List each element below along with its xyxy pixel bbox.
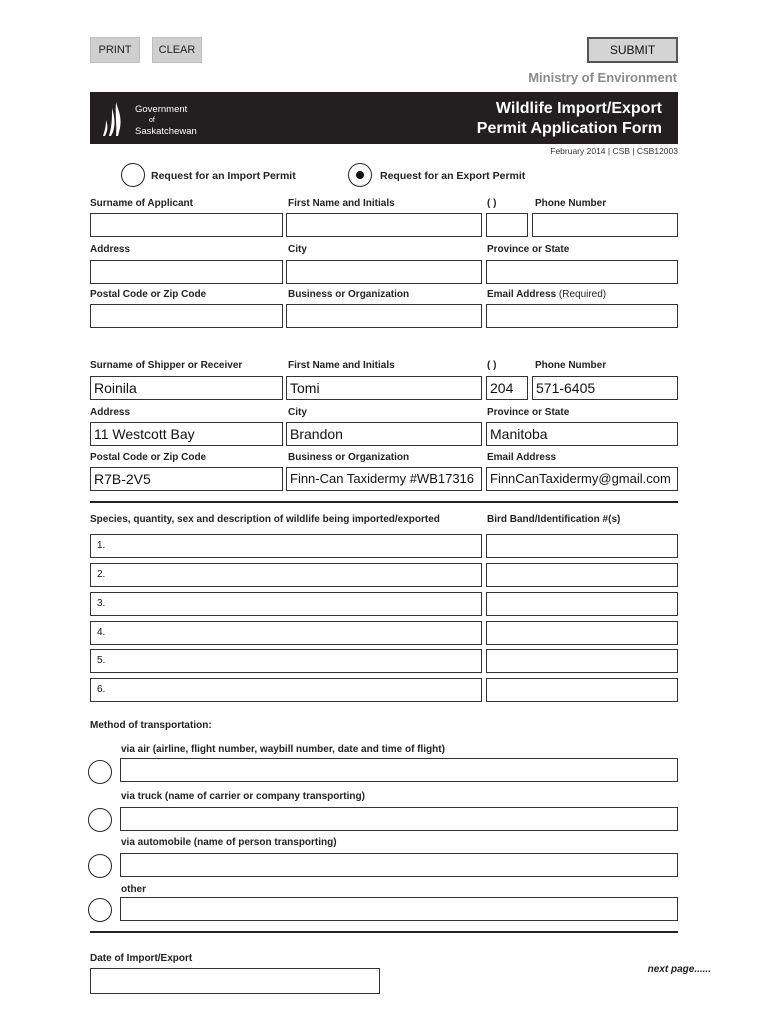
band-row-6[interactable] (486, 678, 678, 702)
email-required-note: (Required) (558, 289, 607, 300)
shipper-email-input[interactable]: FinnCanTaxidermy@gmail.com (486, 467, 678, 491)
next-page-text: next page...... (647, 964, 711, 975)
applicant-postal-label: Postal Code or Zip Code (90, 289, 207, 300)
shipper-business-label: Business or Organization (288, 452, 410, 463)
applicant-surname-input[interactable] (90, 213, 283, 237)
species-row-3[interactable]: 3. (90, 592, 482, 616)
applicant-email-label-text: Email Address (487, 289, 557, 300)
applicant-business-input[interactable] (286, 304, 482, 328)
shipper-surname-input[interactable]: Roinila (90, 376, 283, 400)
applicant-first-name-input[interactable] (286, 213, 482, 237)
section-divider (90, 501, 678, 503)
form-title (477, 99, 662, 139)
submit-button[interactable]: SUBMIT (587, 37, 678, 63)
shipper-address-label: Address (90, 407, 131, 418)
transport-air-input[interactable] (120, 758, 678, 782)
applicant-city-label: City (288, 244, 307, 255)
government-wordmark (135, 104, 197, 137)
transport-other-label: other (121, 884, 146, 895)
applicant-first-name-label: First Name and Initials (288, 198, 395, 209)
shipper-address-input[interactable]: 11 Westcott Bay (90, 422, 283, 446)
shipper-phone-input[interactable]: 571-6405 (532, 376, 678, 400)
band-row-5[interactable] (486, 649, 678, 673)
applicant-email-input[interactable] (486, 304, 678, 328)
applicant-address-label: Address (90, 244, 131, 255)
applicant-area-code-label: ( ) (487, 198, 497, 209)
clear-button[interactable]: CLEAR (152, 37, 202, 63)
export-permit-label: Request for an Export Permit (380, 170, 526, 182)
transport-label: Method of transportation: (90, 720, 212, 731)
species-label: Species, quantity, sex and description of wildlife being imported/exported (90, 514, 440, 525)
radio-selected-dot (356, 171, 364, 179)
shipper-postal-label: Postal Code or Zip Code (90, 452, 207, 463)
form-title-line-1: Wildlife Import/Export (495, 100, 662, 117)
species-row-1[interactable]: 1. (90, 534, 482, 558)
transport-other-input[interactable] (120, 897, 678, 921)
shipper-email-label: Email Address (487, 452, 557, 463)
transport-truck-radio[interactable] (88, 808, 112, 832)
shipper-city-label: City (288, 407, 307, 418)
species-row-4[interactable]: 4. (90, 621, 482, 645)
band-row-1[interactable] (486, 534, 678, 558)
header-banner (90, 92, 678, 144)
applicant-business-label: Business or Organization (288, 289, 410, 300)
transport-automobile-label: via automobile (name of person transporting) (121, 837, 337, 848)
applicant-email-label (487, 289, 606, 300)
gov-line-3: Saskatchewan (135, 126, 197, 137)
applicant-surname-label: Surname of Applicant (90, 198, 193, 209)
shipper-first-name-label: First Name and Initials (288, 360, 395, 371)
gov-line-1: Government (135, 104, 188, 115)
date-label: Date of Import/Export (90, 953, 193, 964)
applicant-province-label: Province or State (487, 244, 570, 255)
band-id-label: Bird Band/Identification #(s) (487, 514, 621, 525)
shipper-province-label: Province or State (487, 407, 570, 418)
applicant-city-input[interactable] (286, 260, 482, 284)
shipper-area-code-label: ( ) (487, 360, 497, 371)
applicant-phone-label: Phone Number (535, 198, 607, 209)
transport-truck-label: via truck (name of carrier or company transporting) (121, 791, 365, 802)
form-meta: February 2014 | CSB | CSB12003 (550, 146, 678, 156)
export-permit-radio[interactable] (348, 163, 372, 187)
shipper-surname-label: Surname of Shipper or Receiver (90, 360, 243, 371)
transport-truck-input[interactable] (120, 807, 678, 831)
shipper-province-input[interactable]: Manitoba (486, 422, 678, 446)
ministry-name: Ministry of Environment (528, 70, 677, 85)
applicant-address-input[interactable] (90, 260, 283, 284)
saskatchewan-logo-icon (100, 100, 132, 138)
shipper-first-name-input[interactable]: Tomi (286, 376, 482, 400)
transport-air-label: via air (airline, flight number, waybill number, date and time of flight) (121, 744, 445, 755)
shipper-area-code-input[interactable]: 204 (486, 376, 528, 400)
shipper-postal-input[interactable]: R7B-2V5 (90, 467, 283, 491)
species-row-6[interactable]: 6. (90, 678, 482, 702)
form-title-line-2: Permit Application Form (476, 120, 662, 137)
transport-automobile-input[interactable] (120, 853, 678, 877)
species-row-2[interactable]: 2. (90, 563, 482, 587)
band-row-4[interactable] (486, 621, 678, 645)
import-permit-label: Request for an Import Permit (151, 170, 296, 182)
shipper-business-input[interactable]: Finn-Can Taxidermy #WB17316 (286, 467, 482, 491)
gov-line-2: of (149, 117, 155, 124)
species-row-5[interactable]: 5. (90, 649, 482, 673)
applicant-phone-input[interactable] (532, 213, 678, 237)
section-divider-2 (90, 931, 678, 933)
transport-other-radio[interactable] (88, 898, 112, 922)
applicant-postal-input[interactable] (90, 304, 283, 328)
transport-automobile-radio[interactable] (88, 854, 112, 878)
shipper-city-input[interactable]: Brandon (286, 422, 482, 446)
transport-air-radio[interactable] (88, 760, 112, 784)
applicant-area-code-input[interactable] (486, 213, 528, 237)
band-row-2[interactable] (486, 563, 678, 587)
import-permit-radio[interactable] (121, 163, 145, 187)
band-row-3[interactable] (486, 592, 678, 616)
date-input[interactable] (90, 968, 380, 994)
applicant-province-input[interactable] (486, 260, 678, 284)
shipper-phone-label: Phone Number (535, 360, 607, 371)
print-button[interactable]: PRINT (90, 37, 140, 63)
